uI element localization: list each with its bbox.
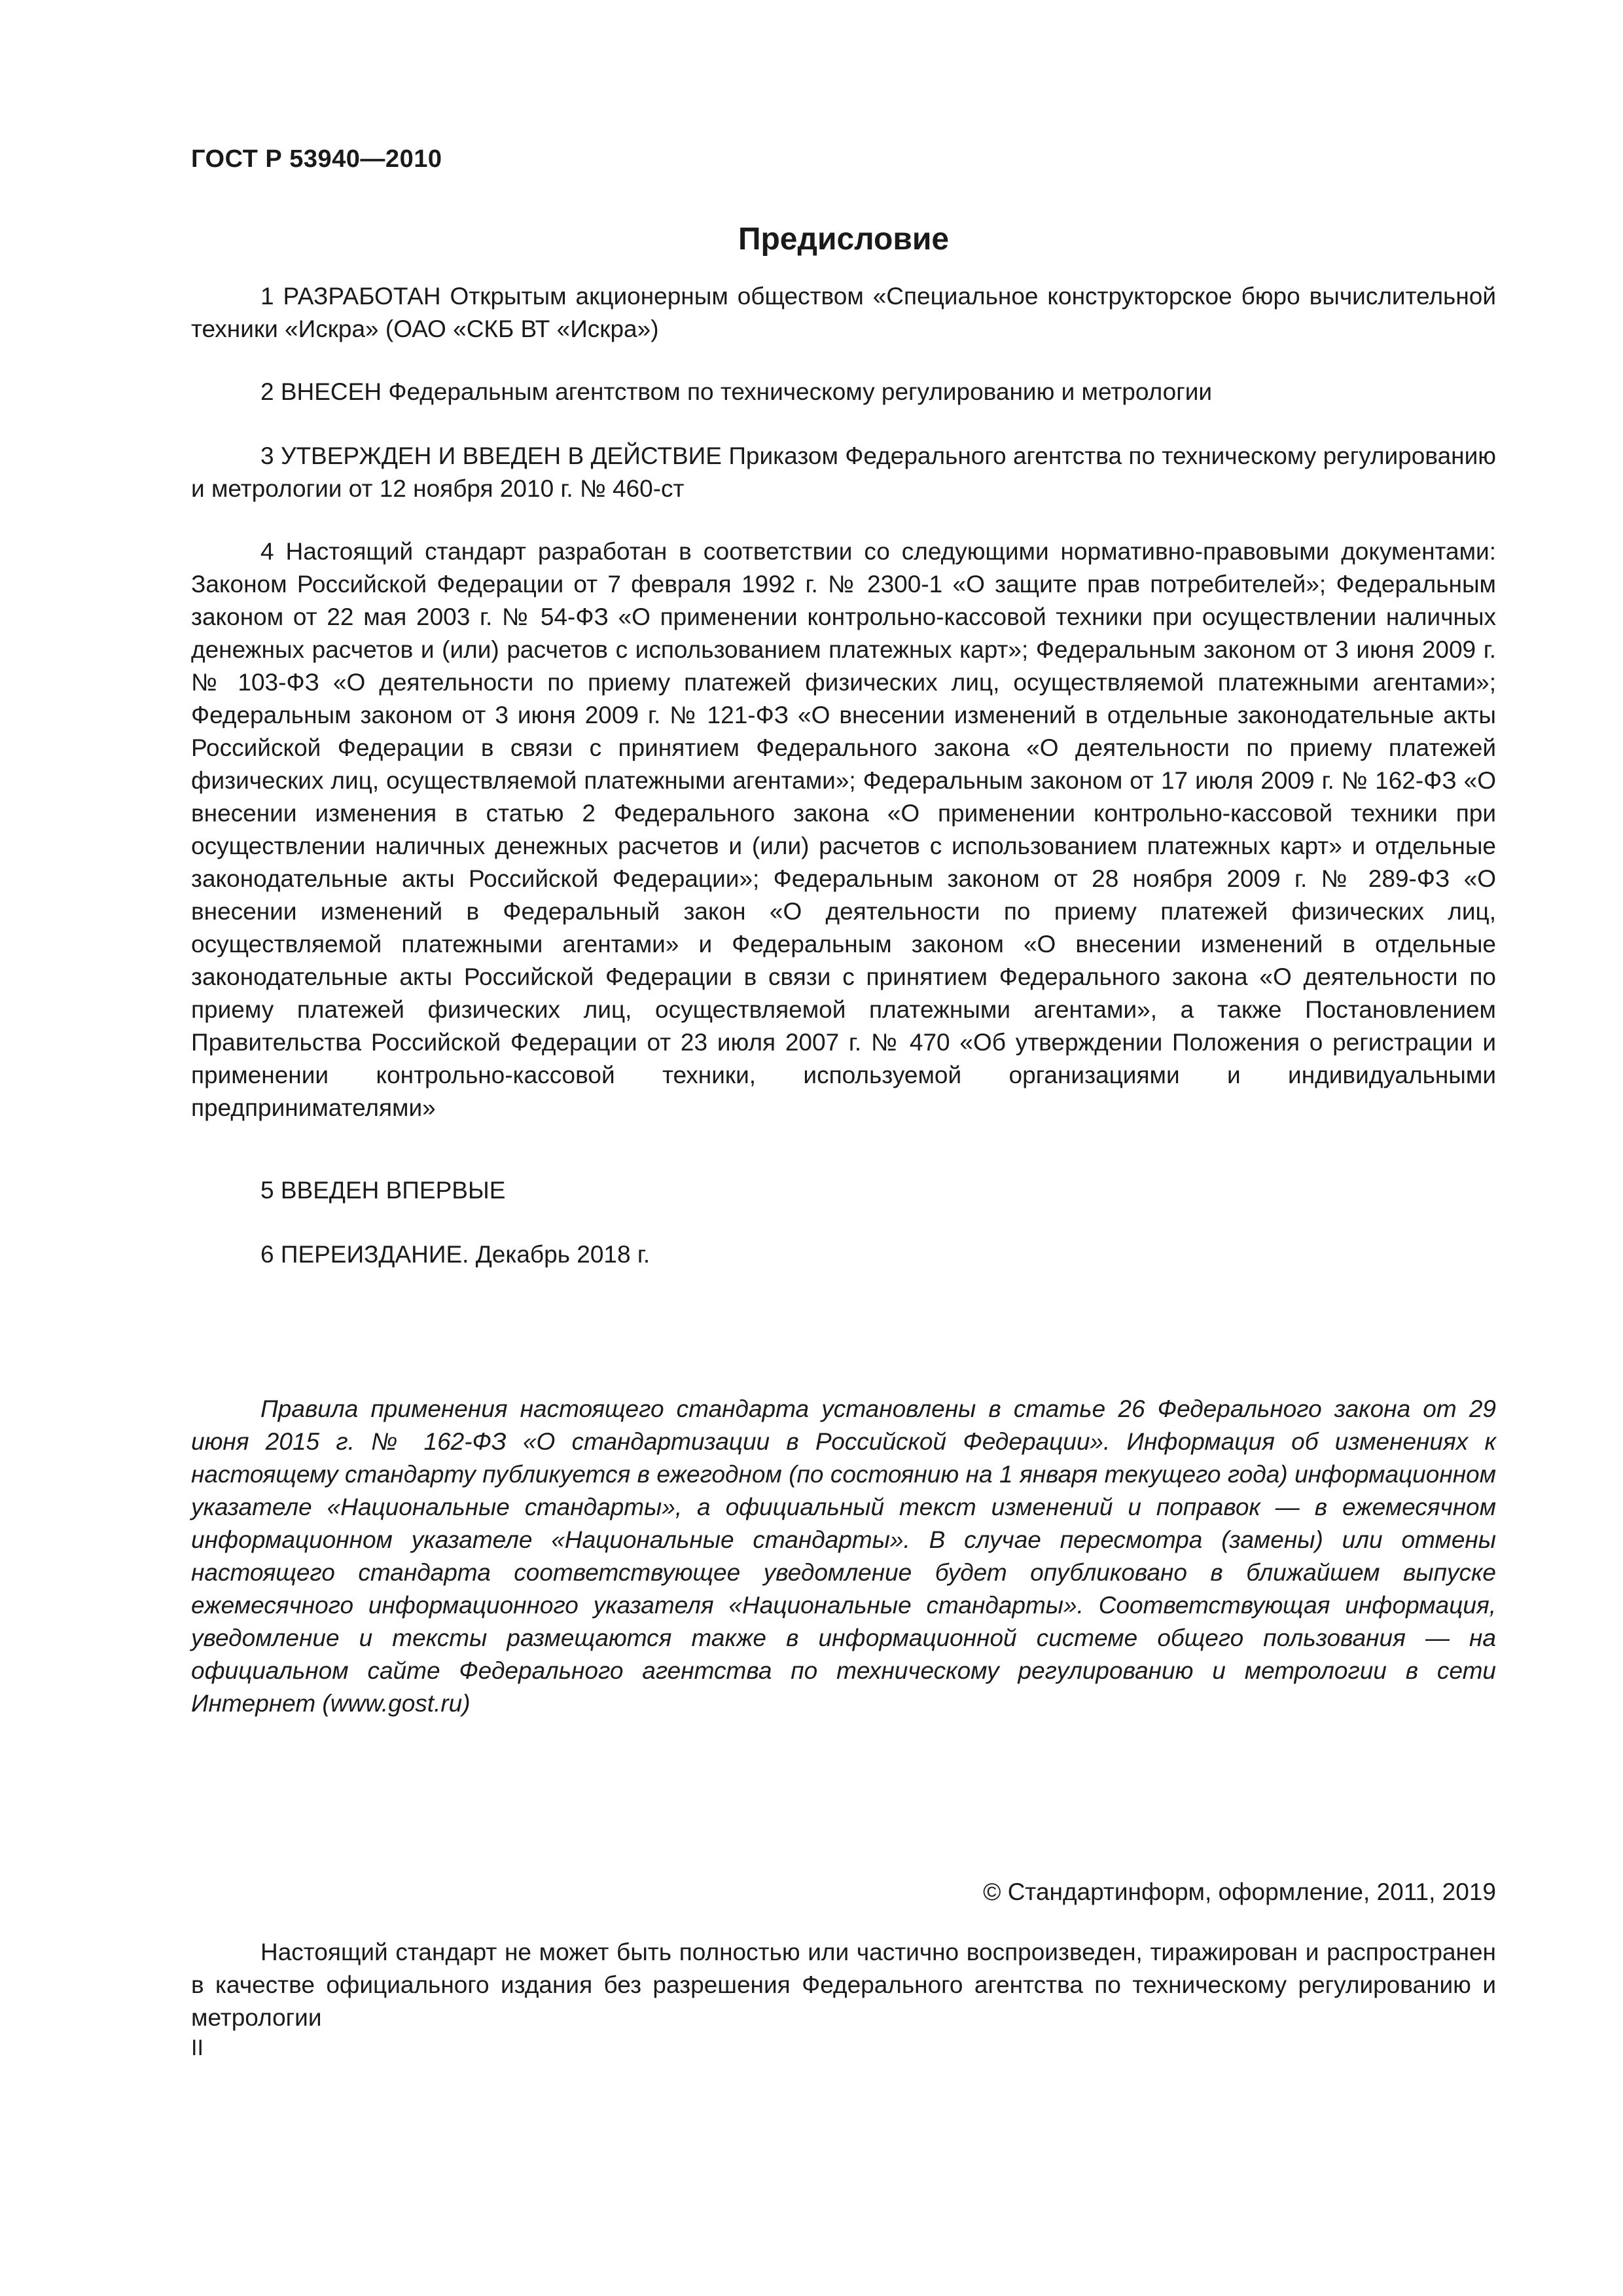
item-5-first-introduced: 5 ВВЕДЕН ВПЕРВЫЕ <box>260 1177 506 1204</box>
reproduction-restriction: Настоящий стандарт не может быть полностью или частично воспроизведен, тиражирован и распространен в качестве официального издания без разрешения Федерального агентства по техническому регулированию и метрологии <box>191 1939 1496 2031</box>
item-4-legal-basis: 4 Настоящий стандарт разработан в соответствии со следующими нормативно-правовыми документами: Законом Российской Федерации от 7 февраля 1992 г. № 2300-1 «О защите прав потребителей»; Федеральным законом от 22 мая 2003 г. № 54-ФЗ «О применении контрольно-кассовой техники при осуществлении наличных денежных расчетов и (или) расчетов с использованием платежных карт»; Федеральным законом от 3 июня 2009 г. № 103-ФЗ «О деятельности по приему платежей физических лиц, осуществляемой платежными агентами»; Федеральным законом от 3 июня 2009 г. № 121-ФЗ «О внесении изменений в отдельные законодательные акты Российской Федерации в связи с принятием Федерального закона «О деятельности по приему платежей физических лиц, осуществляемой платежными агентами»; Федеральным законом от 17 июля 2009 г. № 162-ФЗ «О внесении изменения в статью 2 Федерального закона «О применении контрольно-кассовой техники при осуществлении наличных денежных расчетов и (или) расчетов с использованием платежных карт» и отдельные законодательные акты Российской Федерации»; Федеральным законом от 28 ноября 2009 г. № 289-ФЗ «О внесении изменений в Федеральный закон «О деятельности по приему платежей физических лиц, осуществляемой платежными агентами» и Федеральным законом «О внесении изменений в отдельные законодательные акты Российской Федерации в связи с принятием Федерального закона «О деятельности по приему платежей физических лиц, осуществляемой платежными агентами», а также Постановлением Правительства Российской Федерации от 23 июля 2007 г. № 470 «Об утверждении Положения о регистрации и применении контрольно-кассовой техники, используемой организациями и индивидуальными предпринимателями» <box>191 538 1496 1121</box>
standard-code: ГОСТ Р 53940—2010 <box>191 145 442 173</box>
item-6-reissue: 6 ПЕРЕИЗДАНИЕ. Декабрь 2018 г. <box>260 1241 651 1268</box>
item-3-approved: 3 УТВЕРЖДЕН И ВВЕДЕН В ДЕЙСТВИЕ Приказом Федерального агентства по техническому регулированию и метрологии от 12 ноября 2010 г. № 460-ст <box>191 442 1496 502</box>
page-number: II <box>191 2036 204 2060</box>
item-1-developer: 1 РАЗРАБОТАН Открытым акционерным обществом «Специальное конструкторское бюро вычислительной техники «Искра» (ОАО «СКБ ВТ «Искра») <box>191 283 1496 342</box>
item-2-submitted: 2 ВНЕСЕН Федеральным агентством по техническому регулированию и метрологии <box>260 378 1213 405</box>
page-title: Предисловие <box>738 222 950 257</box>
copyright-line: © Стандартинформ, оформление, 2011, 2019 <box>983 1878 1496 1905</box>
application-rules-notice: Правила применения настоящего стандарта установлены в статье 26 Федерального закона от 29 июня 2015 г. № 162-ФЗ «О стандартизации в Российской Федерации». Информация об изменениях к настоящему стандарту публикуется в ежегодном (по состоянию на 1 января текущего года) информационном указателе «Национальные стандарты», а официальный текст изменений и поправок — в ежемесячном информационном указателе «Национальные стандарты». В случае пересмотра (замены) или отмены настоящего стандарта соответствующее уведомление будет опубликовано в ближайшем выпуске ежемесячного информационного указателя «Национальные стандарты». Соответствующая информация, уведомление и тексты размещаются также в информационной системе общего пользования — на официальном сайте Федерального агентства по техническому регулированию и метрологии в сети Интернет (www.gost.ru) <box>191 1395 1496 1717</box>
